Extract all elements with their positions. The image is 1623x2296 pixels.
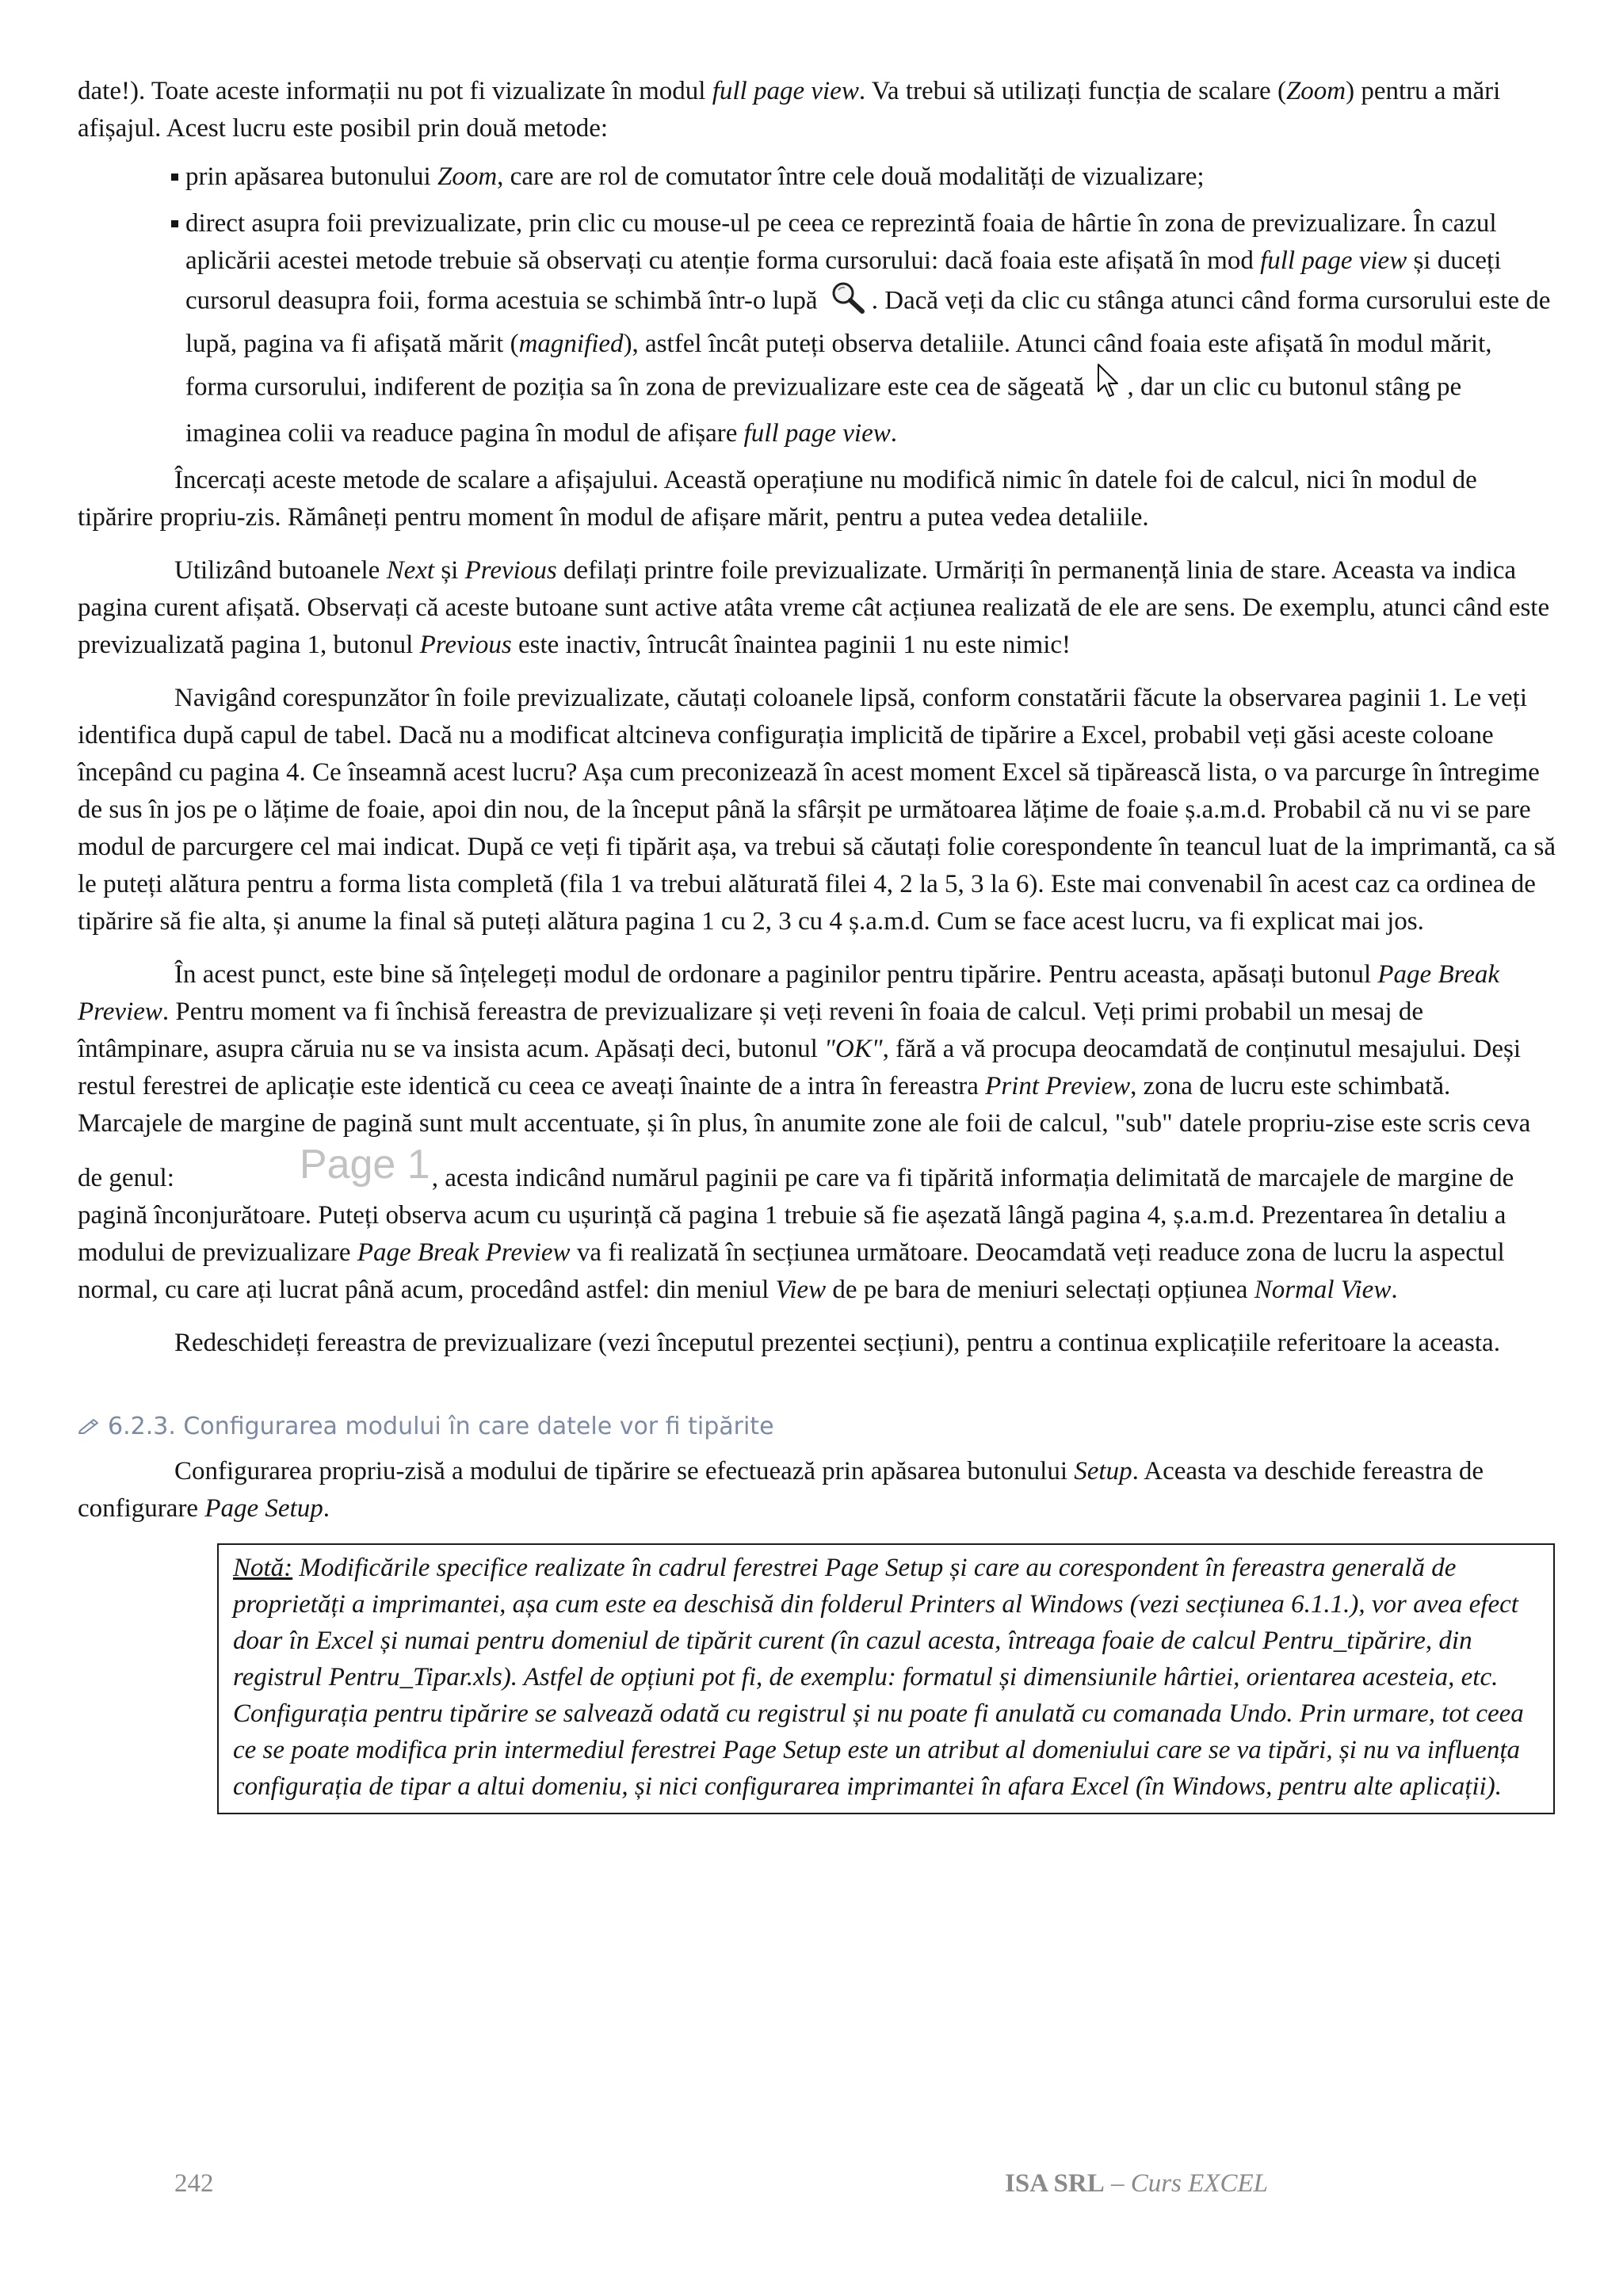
section-title: 6.2.3. Configurarea modului în care datele vor fi tipărite	[108, 1413, 774, 1440]
page-content	[78, 73, 1558, 1814]
section-heading	[78, 1408, 1558, 1445]
footer-separator: –	[1104, 2169, 1131, 2198]
note-text: Modificările specifice realizate în cadrul ferestrei Page Setup și care au corespondent în fereastra generală de proprietăți a imprimantei, așa cum este ea deschisă din folderul Printers al Windows (vezi secțiunea 6.1.1.), vor avea efect doar în Excel și numai pentru domeniul de tipărit curent (în cazul acesta, întreaga foaie de calcul Pentru_tipărire, din registrul Pentru_Tipar.xls). Astfel de opțiuni pot fi, de exemplu: formatul și dimensiunile hârtiei, orientarea acesteia, etc. Configurația pentru tipărire se salvează odată cu registrul și nu poate fi anulată cu comanada Undo. Prin urmare, tot ceea ce se poate modifica prin intermediul ferestrei Page Setup este un atribut al domeniului care se va tipări, și nu va influența configurația de tipar a altui domeniu, și nici configurarea imprimantei în afara Excel (în Windows, pentru alte aplicații).	[233, 1554, 1524, 1801]
list-item-zoom-button: prin apăsarea butonului Zoom, care are rol de comutator între cele două modalități de vizualizare;	[171, 158, 1558, 196]
footer-brand: ISA SRL	[1005, 2169, 1105, 2198]
page-footer	[174, 2169, 1268, 2199]
footer-course: Curs EXCEL	[1130, 2169, 1268, 2198]
paragraph-scaling: Încercați aceste metode de scalare a afișajului. Această operațiune nu modifică nimic în datele foi de calcul, nici în modul de tipărire propriu-zis. Rămâneți pentru moment în modul de afișare mărit, pentru a putea vedea detaliile.	[78, 466, 1477, 532]
paragraph-setup: Configurarea propriu-zisă a modului de tipărire se efectuează prin apăsarea butonului Setup. Aceasta va deschide fereastra de configurare Page Setup.	[78, 1457, 1484, 1523]
page-number: 242	[174, 2169, 214, 2198]
magnifier-cursor-icon	[829, 280, 867, 326]
list-item-direct-click: direct asupra foii previzualizate, prin clic cu mouse-ul pe ceea ce reprezintă foaia de hârtie în zona de previzualizare. În cazul aplicării acestei metode trebuie să observați cu atenție forma cursorului: dacă foaia este afișată în mod full page view și duceți cursorul deasupra foii, forma acestuia se schimbă într-o lupă . Dacă veți da clic cu stânga atunci când forma cursorului este de lupă, pagina va fi afișată mărit (magnified), astfel încât puteți observa detaliile. Atunci când foaia este afișată în modul mărit, forma cursorului, indiferent de poziția sa în zona de previzualizare este cea de săgeată , dar un clic cu butonul stâng pe imaginea colii va readuce pagina în modul de afișare full page view.	[171, 205, 1558, 452]
paragraph-reopen-preview: Redeschideți fereastra de previzualizare (vezi începutul prezentei secțiuni), pentru a continua explicațiile referitoare la aceasta.	[174, 1329, 1500, 1357]
note-box	[217, 1543, 1555, 1814]
page-number-watermark: Page 1	[299, 1142, 430, 1188]
intro-paragraph: date!). Toate aceste informații nu pot fi vizualizate în modul full page view. Va trebui să utilizați funcția de scalare (Zoom) pentru a mări afișajul. Acest lucru este posibil prin două metode:	[78, 77, 1501, 143]
arrow-cursor-icon	[1096, 363, 1123, 415]
paragraph-missing-columns: Navigând corespunzător în foile previzualizate, căutați coloanele lipsă, conform constatării făcute la observarea paginii 1. Le veți identifica după capul de tabel. Dacă nu a modificat altcineva configurația implicită de tipărire a Excel, probabil veți găsi aceste coloane începând cu pagina 4. Ce înseamnă acest lucru? Așa cum preconizează în acest moment Excel să tipărească lista, o va parcurge în întregime de sus în jos pe o lățime de foaie, apoi din nou, de la început până la sfârșit pe următoarea lățime de foaie ș.a.m.d. Probabil că nu vi se pare modul de parcurgere cel mai indicat. După ce veți fi tipărit așa, va trebui să căutați folie corespondente în teancul luat de la imprimantă, ca să le puteți alătura pentru a forma lista completă (fila 1 va trebui alăturată filei 4, 2 la 5, 3 la 6). Este mai convenabil în acest caz ca ordinea de tipărire să fie alta, și anume la final să puteți alătura pagina 1 cu 2, 3 cu 4 ș.a.m.d. Cum se face acest lucru, va fi explicat mai jos.	[78, 684, 1556, 936]
pencil-icon	[78, 1408, 100, 1445]
paragraph-navigation: Utilizând butoanele Next și Previous defilați printre foile previzualizate. Urmăriți în permanență linia de stare. Aceasta va indica pagina curent afișată. Observați că aceste butoane sunt active atâta vreme cât acțiunea realizată de ele are sens. De exemplu, atunci când este previzualizată pagina 1, butonul Previous este inactiv, întrucât înaintea paginii 1 nu este nimic!	[78, 556, 1550, 659]
note-label: Notă:	[233, 1554, 293, 1582]
paragraph-page-break-preview: În acest punct, este bine să înțelegeți modul de ordonare a paginilor pentru tipărire. Pentru aceasta, apăsați butonul Page Break Preview. Pentru moment va fi închisă fereastra de previzualizare și veți reveni în foaia de calcul. Veți primi probabil un mesaj de întâmpinare, asupra căruia nu se va insista acum. Apăsați deci, butonul "OK", fără a vă procupa deocamdată de conținutul mesajului. Deși restul ferestrei de aplicație este identică cu ceea ce aveați înainte de a intra în fereastra Print Preview, zona de lucru este schimbată. Marcajele de margine de pagină sunt mult accentuate, și în plus, în anumite zone ale foii de calcul, "sub" datele propriu-zise este scris ceva de genul: Page 1, acesta indicând numărul paginii pe care va fi tipărită informația delimitată de marcajele de margine de pagină înconjurătoare. Puteți observa acum cu ușurință că pagina 1 trebuie să fie așezată lângă pagina 4, ș.a.m.d. Prezentarea în detaliu a modului de previzualizare Page Break Preview va fi realizată în secțiunea următoare. Deocamdată veți readuce zona de lucru la aspectul normal, cu care ați lucrat până acum, procedând astfel: din meniul View de pe bara de meniuri selectați opțiunea Normal View.	[78, 960, 1531, 1304]
footer-title	[1005, 2169, 1268, 2199]
method-list	[78, 158, 1558, 452]
